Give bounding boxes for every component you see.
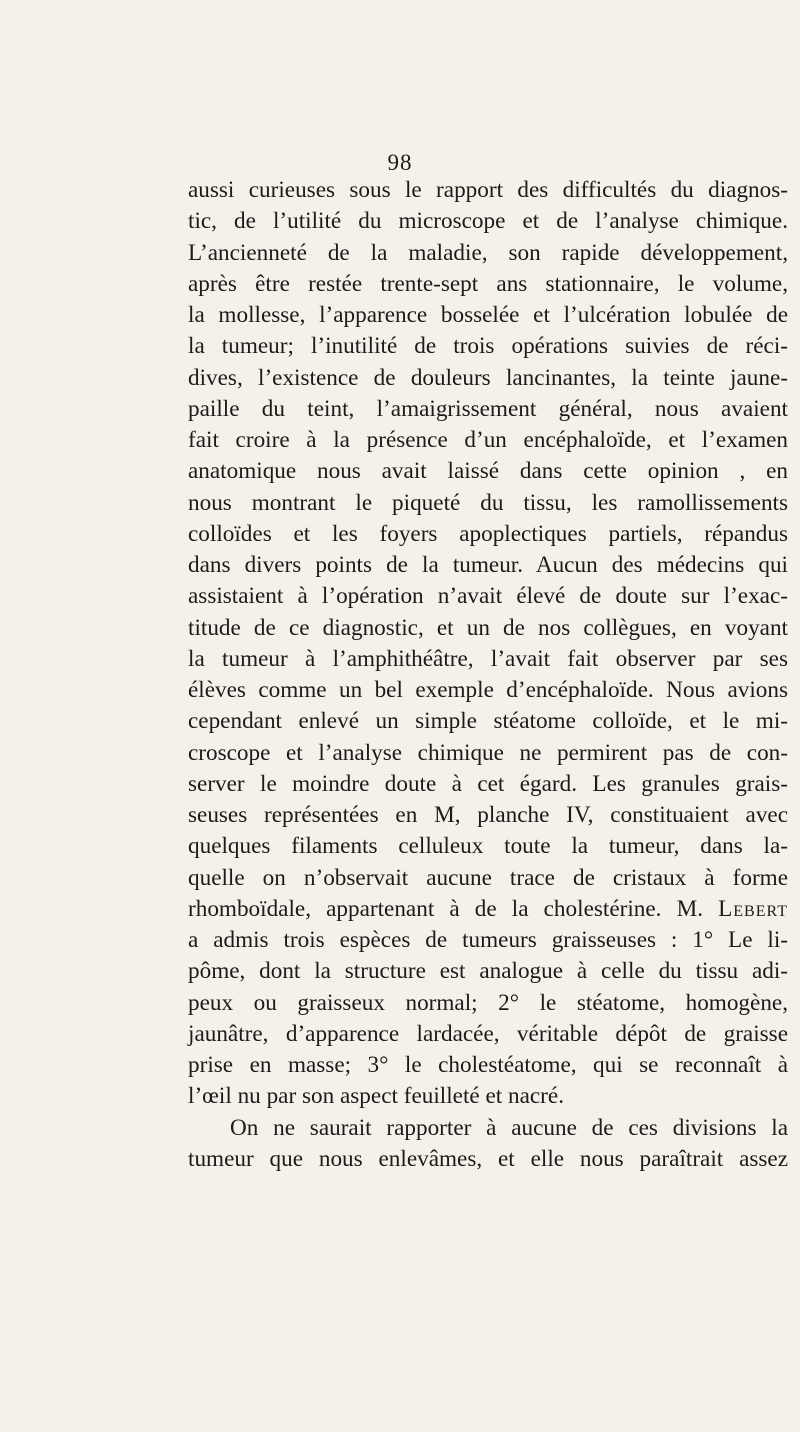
page-number: 98 — [387, 150, 413, 175]
text-line: prise en masse; 3° le cholestéatome, qui se reconnaît à — [188, 1052, 788, 1078]
text-line: cependant enlevé un simple stéatome colloïde, et le mi- — [188, 708, 788, 735]
text-line: dans divers points de la tumeur. Aucun des médecins qui — [188, 552, 788, 578]
text-line: jaunâtre, d’apparence lardacée, véritable dépôt de graisse — [188, 1020, 788, 1047]
text-line: seuses représentées en M, planche IV, constituaient avec — [188, 802, 788, 828]
text-line: après être restée trente-sept ans stationnaire, le volume, — [188, 270, 788, 297]
text-line: aussi curieuses sous le rapport des difficultés du diagnos- — [188, 177, 788, 203]
text-line: a admis trois espèces de tumeurs graisseuses : 1° Le li- — [188, 927, 788, 953]
text-line: pôme, dont la structure est analogue à celle du tissu adi- — [188, 958, 788, 985]
text-line: dives, l’existence de douleurs lancinantes, la teinte jaune- — [188, 364, 788, 391]
text-line-with-author — [188, 894, 788, 925]
text-line: colloïdes et les foyers apoplectiques partiels, répandus — [188, 520, 788, 547]
text-line: tic, de l’utilité du microscope et de l’analyse chimique. — [188, 208, 788, 235]
text-line: quelle on n’observait aucune trace de cristaux à forme — [188, 864, 788, 891]
text-line: la tumeur; l’inutilité de trois opérations suivies de réci- — [188, 333, 788, 360]
body-text — [188, 175, 788, 1175]
text-line: quelques filaments celluleux toute la tumeur, dans la- — [188, 833, 788, 860]
text-line: peux ou graisseux normal; 2° le stéatome, homogène, — [188, 989, 788, 1016]
text-line: anatomique nous avait laissé dans cette opinion , en — [188, 458, 788, 485]
text-line: assistaient à l’opération n’avait élevé de doute sur l’exac- — [188, 583, 788, 610]
text-line: la mollesse, l’apparence bosselée et l’ulcération lobulée de — [188, 302, 788, 328]
text-line-start: rhomboïdale, appartenant à de la cholestérine. M. — [188, 895, 703, 922]
text-line: paille du teint, l’amaigrissement général, nous avaient — [188, 395, 788, 422]
text-line: L’ancienneté de la maladie, son rapide développement, — [188, 239, 788, 266]
text-line: croscope et l’analyse chimique ne permirent pas de con- — [188, 739, 788, 766]
paragraph-start-line: On ne saurait rapporter à aucune de ces divisions la — [230, 1114, 788, 1141]
text-line: fait croire à la présence d’un encéphaloïde, et l’examen — [188, 427, 788, 453]
text-line: l’œil nu par son aspect feuilleté et nacré. — [188, 1083, 564, 1110]
text-line: titude de ce diagnostic, et un de nos collègues, en voyant — [188, 614, 788, 641]
text-line: la tumeur à l’amphithéâtre, l’avait fait observer par ses — [188, 645, 788, 672]
text-line: nous montrant le piqueté du tissu, les ramollissements — [188, 489, 788, 516]
author-name: Lebert — [718, 895, 788, 922]
text-line: server le moindre doute à cet égard. Les granules grais- — [188, 770, 788, 797]
text-line: élèves comme un bel exemple d’encéphaloïde. Nous avions — [188, 677, 788, 703]
text-line: tumeur que nous enlevâmes, et elle nous paraîtrait assez — [188, 1145, 788, 1172]
